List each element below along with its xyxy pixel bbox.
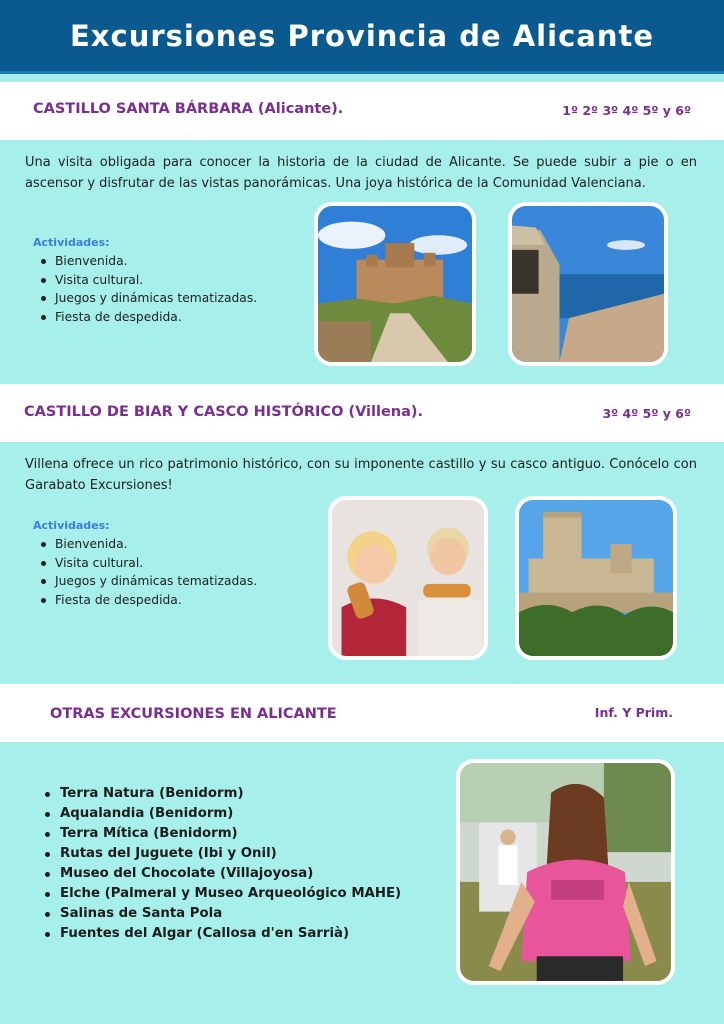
list-item: Fiesta de despedida. <box>33 591 257 610</box>
section-title: OTRAS EXCURSIONES EN ALICANTE <box>50 706 337 722</box>
other-excursions-list <box>40 784 401 944</box>
section-band-santa-barbara <box>0 82 724 140</box>
activities-list <box>33 252 257 326</box>
section-title: CASTILLO SANTA BÁRBARA (Alicante). <box>33 101 344 117</box>
castle-santa-barbara-photo <box>314 202 476 366</box>
page-header <box>0 0 724 74</box>
list-item: Bienvenida. <box>33 535 257 554</box>
children-eating-photo <box>328 496 488 660</box>
list-item: Juegos y dinámicas tematizadas. <box>33 572 257 591</box>
list-item: Fuentes del Algar (Callosa d'en Sarrià) <box>40 924 401 944</box>
section-description: Villena ofrece un rico patrimonio histórico, con su imponente castillo y su casco antiguo. Conócelo con Garabato Excursiones! <box>25 457 697 493</box>
page-title: Excursiones Provincia de Alicante <box>70 19 654 53</box>
castle-sea-view-photo <box>508 202 668 366</box>
section-band-otras <box>0 684 724 742</box>
list-item: Visita cultural. <box>33 554 257 573</box>
activities-title: Actividades: <box>33 236 110 249</box>
castle-biar-photo <box>515 496 677 660</box>
section-description: Una visita obligada para conocer la historia de la ciudad de Alicante. Se puede subir a pie o en ascensor y disfrutar de las vistas panorámicas. Una joya histórica de la Comunidad Valenciana. <box>25 155 697 191</box>
list-item: Aqualandia (Benidorm) <box>40 804 401 824</box>
list-item: Juegos y dinámicas tematizadas. <box>33 289 257 308</box>
section-band-biar <box>0 384 724 442</box>
list-item: Museo del Chocolate (Villajoyosa) <box>40 864 401 884</box>
list-item: Salinas de Santa Pola <box>40 904 401 924</box>
section-title: CASTILLO DE BIAR Y CASCO HISTÓRICO (Villena). <box>24 404 424 420</box>
list-item: Bienvenida. <box>33 252 257 271</box>
activities-title: Actividades: <box>33 519 110 532</box>
section-grades: Inf. Y Prim. <box>594 705 673 720</box>
list-item: Visita cultural. <box>33 271 257 290</box>
list-item: Terra Mítica (Benidorm) <box>40 824 401 844</box>
section-grades: 1º 2º 3º 4º 5º y 6º <box>562 103 691 118</box>
section-grades: 3º 4º 5º y 6º <box>602 406 691 421</box>
list-item: Terra Natura (Benidorm) <box>40 784 401 804</box>
guide-pink-shirt-photo <box>456 759 675 985</box>
list-item: Fiesta de despedida. <box>33 308 257 327</box>
list-item: Elche (Palmeral y Museo Arqueológico MAHE) <box>40 884 401 904</box>
activities-list <box>33 535 257 609</box>
list-item: Rutas del Juguete (Ibi y Onil) <box>40 844 401 864</box>
